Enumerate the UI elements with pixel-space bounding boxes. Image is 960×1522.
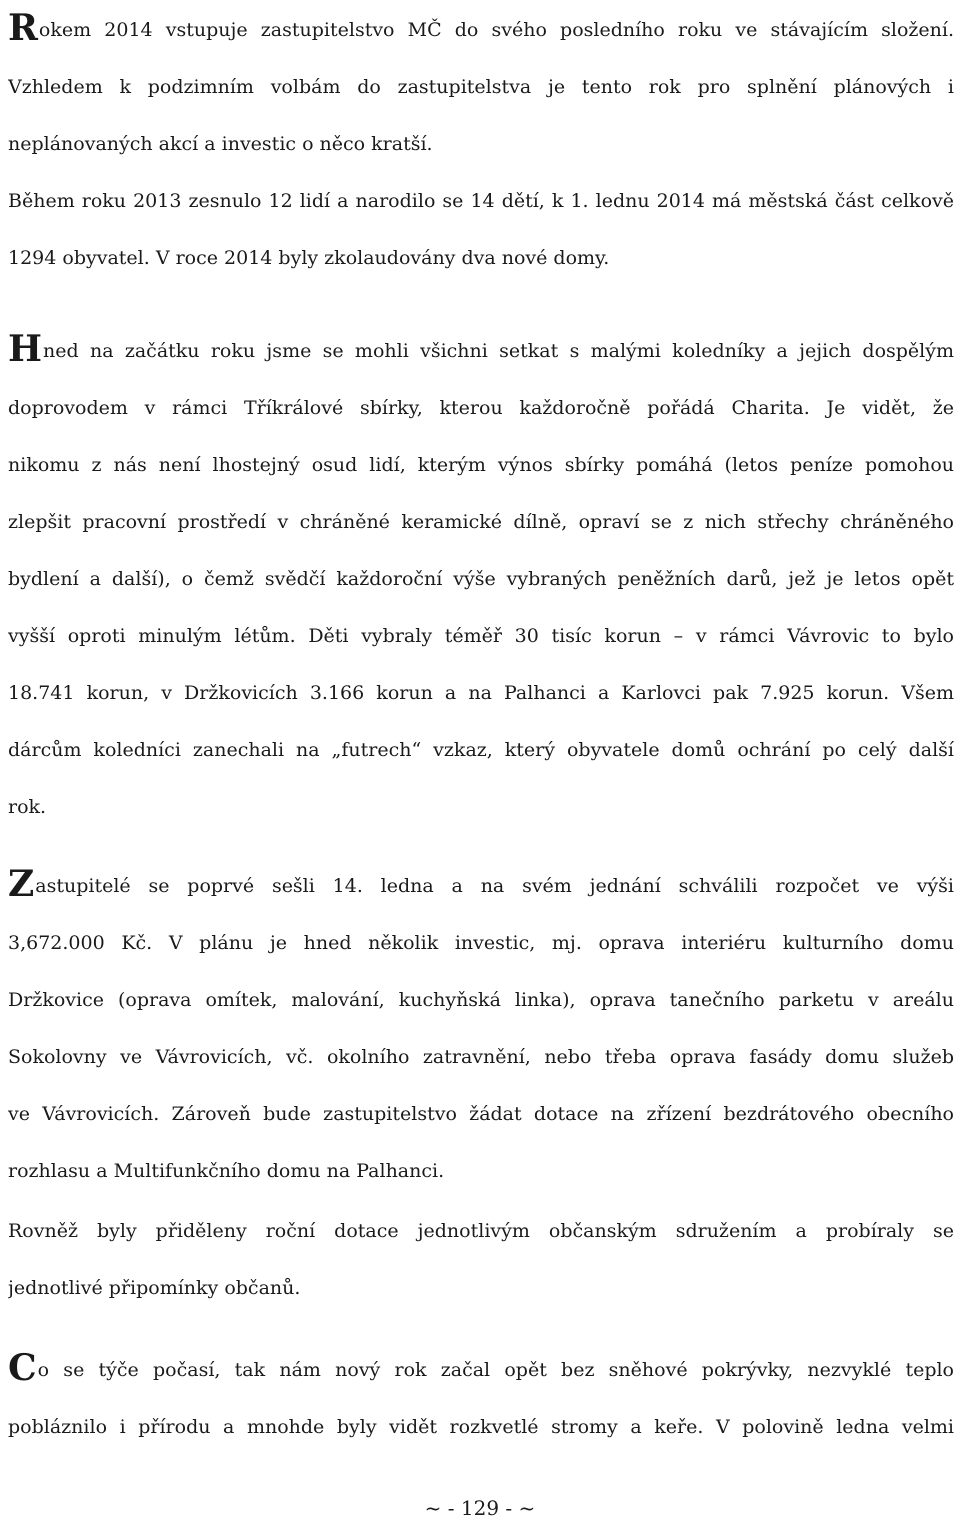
page-number: ~ - 129 - ~	[424, 1496, 536, 1520]
text-line: Sokolovny ve Vávrovicích, vč. okolního zatravnění, nebo třeba oprava fasády domu služeb	[8, 1046, 954, 1068]
text-line: dárcům koledníci zanechali na „futrech“ vzkaz, který obyvatele domů ochrání po celý další	[8, 739, 954, 761]
text-line: Hned na začátku roku jsme se mohli všichni setkat s malými koledníky a jejich dospělým	[8, 331, 954, 370]
text-line: pobláznilo i přírodu a mnohde byly vidět rozkvetlé stromy a keře. V polovině ledna velmi	[8, 1416, 954, 1438]
text-line: ve Vávrovicích. Zároveň bude zastupitelstvo žádat dotace na zřízení bezdrátového obecního	[8, 1103, 954, 1125]
text-line: jednotlivé připomínky občanů.	[8, 1277, 301, 1299]
text-line: bydlení a další), o čemž svědčí každoroční výše vybraných peněžních darů, jež je letos opět	[8, 568, 954, 590]
text-line: Držkovice (oprava omítek, malování, kuchyňská linka), oprava tanečního parketu v areálu	[8, 989, 954, 1011]
drop-cap: Z	[8, 866, 35, 905]
text-line: Rokem 2014 vstupuje zastupitelstvo MČ do svého posledního roku ve stávajícím složení.	[8, 10, 954, 49]
drop-cap: C	[8, 1350, 37, 1389]
text-line: 18.741 korun, v Držkovicích 3.166 korun a na Palhanci a Karlovci pak 7.925 korun. Všem	[8, 682, 954, 704]
text-line: zlepšit pracovní prostředí v chráněné keramické dílně, opraví se z nich střechy chráněného	[8, 511, 954, 533]
text-line: doprovodem v rámci Tříkrálové sbírky, kterou každoročně pořádá Charita. Je vidět, že	[8, 397, 954, 419]
text-line: 3,672.000 Kč. V plánu je hned několik investic, mj. oprava interiéru kulturního domu	[8, 932, 954, 954]
text-line: rozhlasu a Multifunkčního domu na Palhanci.	[8, 1160, 445, 1182]
text-line: Během roku 2013 zesnulo 12 lidí a narodilo se 14 dětí, k 1. lednu 2014 má městská část celkově	[8, 190, 954, 212]
text-line: Vzhledem k podzimním volbám do zastupitelstva je tento rok pro splnění plánových i	[8, 76, 954, 98]
text-line: 1294 obyvatel. V roce 2014 byly zkolaudovány dva nové domy.	[8, 247, 610, 269]
text-line: Co se týče počasí, tak nám nový rok začal opět bez sněhové pokrývky, nezvyklé teplo	[8, 1350, 954, 1389]
text-line: neplánovaných akcí a investic o něco kratší.	[8, 133, 433, 155]
drop-cap: R	[8, 10, 38, 49]
text-line: Rovněž byly přiděleny roční dotace jednotlivým občanským sdružením a probíraly se	[8, 1220, 954, 1242]
text-line: nikomu z nás není lhostejný osud lidí, kterým výnos sbírky pomáhá (letos peníze pomohou	[8, 454, 954, 476]
text-line: vyšší oproti minulým létům. Děti vybraly téměř 30 tisíc korun – v rámci Vávrovic to bylo	[8, 625, 954, 647]
text-line: rok.	[8, 796, 47, 818]
drop-cap: H	[8, 331, 43, 370]
text-line: Zastupitelé se poprvé sešli 14. ledna a na svém jednání schválili rozpočet ve výši	[8, 866, 954, 905]
